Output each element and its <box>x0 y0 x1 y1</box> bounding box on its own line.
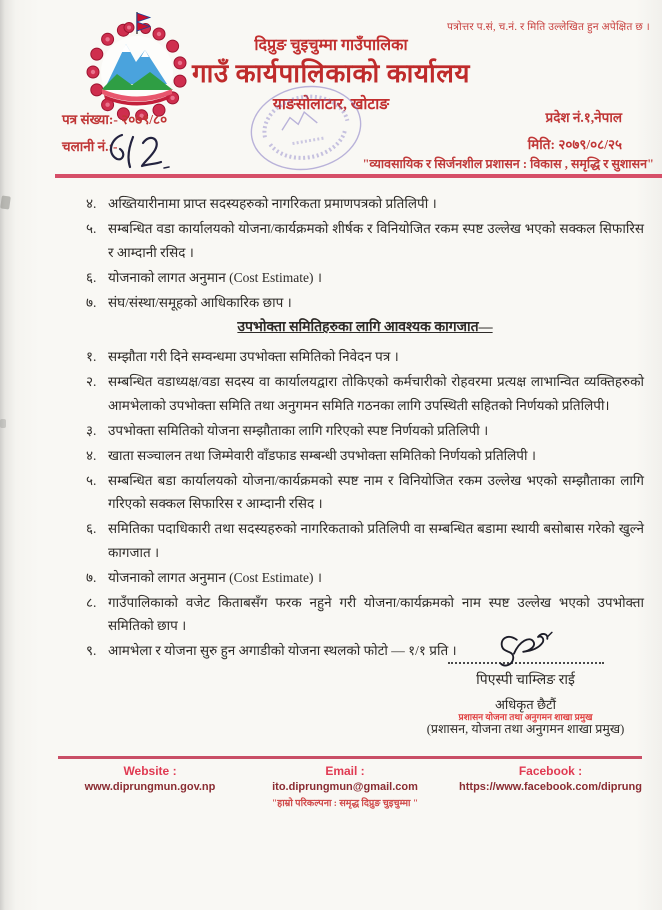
list-item <box>86 345 644 369</box>
date-label: मिति: <box>527 137 555 152</box>
section-heading: उपभोक्ता समितिहरुका लागि आवश्यक कागजात— <box>237 320 493 335</box>
item-number: ७. <box>86 294 97 310</box>
item-text: खाता सञ्चालन तथा जिम्मेवारी वाँडफाड सम्बन्धी उपभोक्ता समितिको निर्णयको प्रतिलिपी । <box>108 447 536 463</box>
item-number: ४. <box>86 447 97 463</box>
facebook-url: https://www.facebook.com/diprung <box>459 781 642 793</box>
item-number: ६. <box>86 521 97 536</box>
item-number: ९. <box>86 643 97 658</box>
item-text: योजनाको लागत अनुमान (Cost Estimate) । <box>108 569 322 585</box>
designation-stamp-text: प्रशासन योजना तथा अनुगमन शाखा प्रमुख <box>458 712 593 722</box>
footer-tagline: "हाम्रो परिकल्पना : समृद्ध दिप्रुङ चुइचुम्मा " <box>271 799 419 809</box>
reply-notice-text: पत्रोत्तर प.सं, च.नं. र मिति उल्लेखित हुन अपेक्षित छ । <box>447 22 650 33</box>
list-item <box>86 217 644 264</box>
list-item <box>86 419 644 443</box>
item-number: ६. <box>86 269 97 285</box>
item-number: ८. <box>86 594 97 610</box>
item-text: सम्बन्धित वडा कार्यालयको योजना/कार्यक्रमको शीर्षक र विनियोजित रकम स्पष्ट उल्लेख भएको सक्कल सिफारिस र आम्दानी रसिद । <box>108 221 644 260</box>
list-item <box>86 192 644 216</box>
date-value: २०७९/०८/२५ <box>558 137 622 152</box>
item-number: ५. <box>86 221 97 236</box>
office-address: याङसोलाटार, खोटाङ <box>272 96 390 113</box>
footer-facebook <box>448 764 653 793</box>
list-item <box>86 370 644 417</box>
item-text: सम्बन्धित बडा कार्यालयको योजना/कार्यक्रमको स्पष्ट नाम र विनियोजित रकम उल्लेख भएको सम्झौताका लागि गरिएको सक्कल सिफारिस र आम्दानी रसिद । <box>108 472 644 511</box>
letter-number-label: पत्र संख्या:- <box>62 112 118 127</box>
letter-body <box>86 192 644 664</box>
item-number: ३. <box>86 422 97 438</box>
footer-email <box>245 764 445 809</box>
email-address: ito.diprungmun@gmail.com <box>272 781 418 793</box>
scan-artifact <box>0 195 11 209</box>
item-number: २. <box>86 374 97 389</box>
item-text: गाउँपालिकाको वजेट किताबसँग फरक नहुने गरी योजना/कार्यक्रमको नाम स्पष्ट उल्लेख भएको उपभोक्ता समितिको छाप । <box>108 594 644 633</box>
office-round-stamp-icon <box>238 68 374 187</box>
footer-separator-line <box>58 756 642 759</box>
municipality-name: दिप्रुङ चुइचुम्मा गाउँपालिका <box>254 37 408 54</box>
item-text: सम्बन्धित वडाध्यक्ष/वडा सदस्य वा कार्यालयद्वारा तोकिएको कर्मचारीको रोहवरमा प्रत्यक्ष लाभान्वित व्यक्तिहरुको आमभेलाको उपभोक्ता समिति तथा अनुगमन समिति गठनका लागि उपस्थिती सहितको निर्णयको प्रतिलिपी। <box>108 374 644 413</box>
office-title: गाउँ कार्यपालिकाको कार्यालय <box>192 59 470 88</box>
header-separator-line <box>55 174 662 178</box>
dispatch-number-label: चलानी नं.:- <box>62 139 118 154</box>
signature-block <box>418 628 633 737</box>
item-number: ५. <box>86 472 97 488</box>
email-label: Email : <box>325 764 365 778</box>
item-text: आमभेला र योजना सुरु हुन अगाडीको योजना स्थलको फोटो — १/१ प्रति । <box>108 643 457 658</box>
item-text: संघ/संस्था/समूहको आधिकारिक छाप । <box>108 294 292 310</box>
province-text: प्रदेश नं.१,नेपाल <box>545 110 622 125</box>
item-number: १. <box>86 349 97 364</box>
signature-scribble <box>489 628 563 670</box>
scan-artifact <box>0 419 6 428</box>
signatory-designation-full: (प्रशासन, योजना तथा अनुगमन शाखा प्रमुख) <box>426 722 625 736</box>
item-text: सम्झौता गरी दिने सम्वन्धमा उपभोक्ता समितिको निवेदन पत्र । <box>108 349 399 364</box>
list-item <box>86 517 644 564</box>
item-number: ४. <box>86 196 97 211</box>
footer-website <box>55 764 245 793</box>
item-number: ७. <box>86 569 97 585</box>
list-item <box>86 566 644 590</box>
date-row <box>528 135 622 153</box>
item-text: योजनाको लागत अनुमान (Cost Estimate) । <box>108 269 322 285</box>
list-item <box>86 444 644 468</box>
office-slogan: "व्यावसायिक र सिर्जनशील प्रशासन : विकास , समृद्धि र सुशासन" <box>362 157 654 171</box>
list-item <box>86 469 644 516</box>
dispatch-number-handwriting <box>100 128 172 174</box>
item-text: अख्तियारीनामा प्राप्त सदस्यहरुको नागरिकता प्रमाणपत्रको प्रतिलिपी । <box>108 196 437 211</box>
signatory-designation: अधिकृत छैटौं <box>495 697 556 712</box>
letter-number-row <box>62 110 167 128</box>
list-item <box>86 266 644 290</box>
list-item <box>86 291 644 315</box>
letter-number-value: २०७९/८० <box>121 112 168 127</box>
signatory-name: पिएस्पी चाम्लिङ राई <box>476 673 575 688</box>
item-text: समितिका पदाधिकारी तथा सदस्यहरुको नागरिकताको प्रतिलिपी वा सम्बन्धित बडामा स्थायी बसोबास गरेको खुल्ने कागजात । <box>108 521 644 560</box>
website-url: www.diprungmun.gov.np <box>84 781 216 793</box>
facebook-label: Facebook : <box>518 764 583 778</box>
website-label: Website : <box>123 764 177 778</box>
item-text: उपभोक्ता समितिको योजना सम्झौताका लागि गरिएको स्पष्ट निर्णयको प्रतिलिपी । <box>108 422 489 438</box>
